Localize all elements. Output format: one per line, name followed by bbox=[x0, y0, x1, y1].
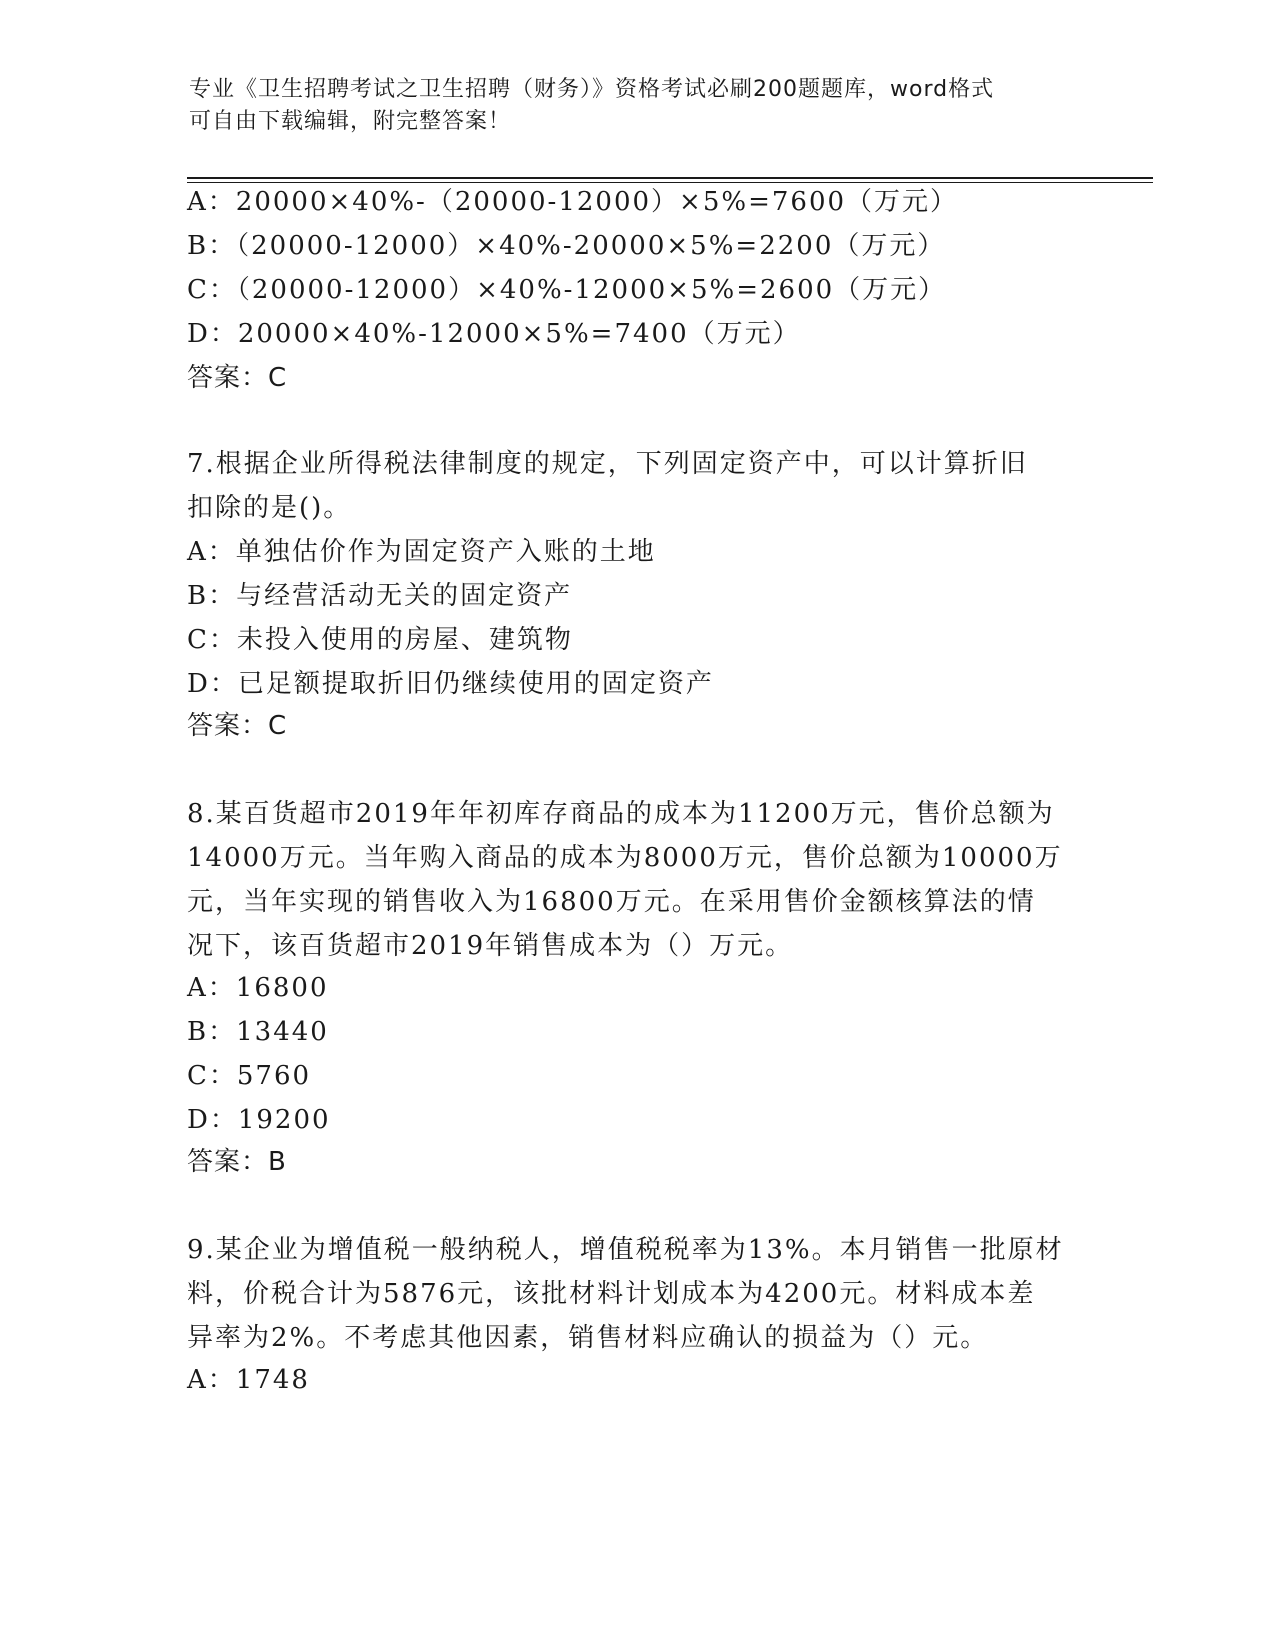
document-header bbox=[189, 74, 1089, 138]
header-title-line-1: 专业《卫生招聘考试之卫生招聘（财务）》资格考试必刷200题题库，word格式 bbox=[189, 77, 995, 102]
q8-option-c: C：5760 bbox=[187, 1061, 312, 1091]
q8-answer: 答案：B bbox=[187, 1147, 287, 1177]
q8-stem-line-4: 况下，该百货超市2019年销售成本为（）万元。 bbox=[187, 931, 794, 961]
q6-option-b: B：（20000-12000）×40%-20000×5%=2200（万元） bbox=[187, 231, 946, 261]
q6-option-c: C：（20000-12000）×40%-12000×5%=2600（万元） bbox=[187, 275, 947, 305]
q9-option-a: A：1748 bbox=[187, 1365, 310, 1395]
q6-option-d: D：20000×40%-12000×5%=7400（万元） bbox=[187, 319, 801, 349]
q9-stem-line-3: 异率为2%。不考虑其他因素，销售材料应确认的损益为（）元。 bbox=[187, 1323, 989, 1353]
q7-stem-line-1: 7.根据企业所得税法律制度的规定，下列固定资产中，可以计算折旧 bbox=[187, 449, 1028, 479]
q8-stem-line-2: 14000万元。当年购入商品的成本为8000万元，售价总额为10000万 bbox=[187, 843, 1063, 873]
header-title-line-2: 可自由下载编辑，附完整答案！ bbox=[189, 109, 512, 134]
q8-option-a: A：16800 bbox=[187, 973, 329, 1003]
q7-answer: 答案：C bbox=[187, 711, 288, 741]
q7-option-c: C：未投入使用的房屋、建筑物 bbox=[187, 625, 573, 655]
q7-option-d: D：已足额提取折旧仍继续使用的固定资产 bbox=[187, 669, 714, 699]
q8-option-b: B：13440 bbox=[187, 1017, 329, 1047]
q7-option-a: A：单独估价作为固定资产入账的土地 bbox=[187, 537, 656, 567]
q8-option-d: D：19200 bbox=[187, 1105, 331, 1135]
q9-stem-line-1: 9.某企业为增值税一般纳税人，增值税税率为13%。本月销售一批原材 bbox=[187, 1235, 1064, 1265]
q6-answer: 答案：C bbox=[187, 363, 288, 393]
q6-option-a: A：20000×40%-（20000-12000）×5%=7600（万元） bbox=[187, 187, 959, 217]
q8-stem-line-1: 8.某百货超市2019年年初库存商品的成本为11200万元，售价总额为 bbox=[187, 799, 1055, 829]
q7-stem-line-2: 扣除的是()。 bbox=[187, 493, 352, 523]
q8-stem-line-3: 元，当年实现的销售收入为16800万元。在采用售价金额核算法的情 bbox=[187, 887, 1036, 917]
q7-option-b: B：与经营活动无关的固定资产 bbox=[187, 581, 573, 611]
q9-stem-line-2: 料，价税合计为5876元，该批材料计划成本为4200元。材料成本差 bbox=[187, 1279, 1036, 1309]
